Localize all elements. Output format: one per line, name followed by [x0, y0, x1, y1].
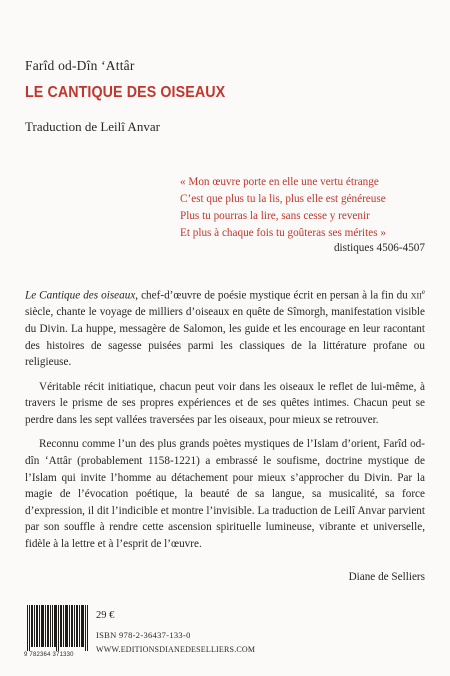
barcode-icon	[25, 605, 89, 657]
quote-line: C’est que plus tu la lis, plus elle est généreuse	[180, 193, 386, 205]
author-name: Farîd od-Dîn ‘Attâr	[25, 58, 135, 73]
publisher-signature: Diane de Selliers	[348, 571, 425, 583]
price: 29 €	[96, 610, 115, 621]
book-title: LE CANTIQUE DES OISEAUX	[25, 84, 226, 101]
title-italic: Le Cantique des oiseaux	[25, 289, 136, 302]
publisher-website: WWW.EDITIONSDIANEDESELLIERS.COM	[96, 645, 256, 654]
blurb-paragraph: Reconnu comme l’un des plus grands poètes mystiques de l’Islam d’orient, Farîd od-dîn ‘Attâr (probablement 1158-1221) a embrassé le soufisme, doctrine mystique de l’Islam qui invite l’homme au détachement pour mieux s’approcher du Divin. Par la magie de l’évocation poétique, la beauté de sa langue, sa musicalité, sa force d’expression, il dit l’indicible et montre l’invisible. La traduction de Leilî Anvar parvient par son souffle à rendre cette ascension spirituelle lumineuse, vibrante et universelle, fidèle à la lettre et à l’esprit de l’œuvre.	[25, 438, 425, 551]
quote-line: Plus tu pourras la lire, sans cesse y revenir	[180, 210, 370, 222]
quote-line: Et plus à chaque fois tu goûteras ses mérites »	[180, 227, 386, 239]
blurb-text	[25, 284, 425, 561]
blurb-paragraph: Le Cantique des oiseaux, chef-d’œuvre de poésie mystique écrit en persan à la fin du xii$^e$ siècle, chante le voyage de milliers d’oiseaux en quête de Sîmorgh, manifestation visible du Divin. La huppe, messagère de Salomon, les guide et les encourage en leur racontant des histoires de sagesse puisées parmi les classiques de la littérature profane ou religieuse.	[25, 288, 425, 369]
century-numeral: xii	[410, 289, 422, 302]
isbn: ISBN 978-2-36437-133-0	[96, 630, 191, 640]
epigraph-quote	[180, 174, 425, 242]
quote-line: « Mon œuvre porte en elle une vertu étrange	[180, 176, 379, 188]
barcode-digits: 9 782364 371330	[24, 652, 74, 658]
translator-credit: Traduction de Leilî Anvar	[25, 119, 160, 134]
quote-reference: distiques 4506-4507	[333, 242, 425, 254]
blurb-paragraph: Véritable récit initiatique, chacun peut voir dans les oiseaux le reflet de lui-même, à travers le prisme de ses propres expériences et de ses quêtes intimes. Chacun peut se perdre dans les sept vallées traversées par les oiseaux, pour mieux se retrouver.	[25, 380, 425, 426]
